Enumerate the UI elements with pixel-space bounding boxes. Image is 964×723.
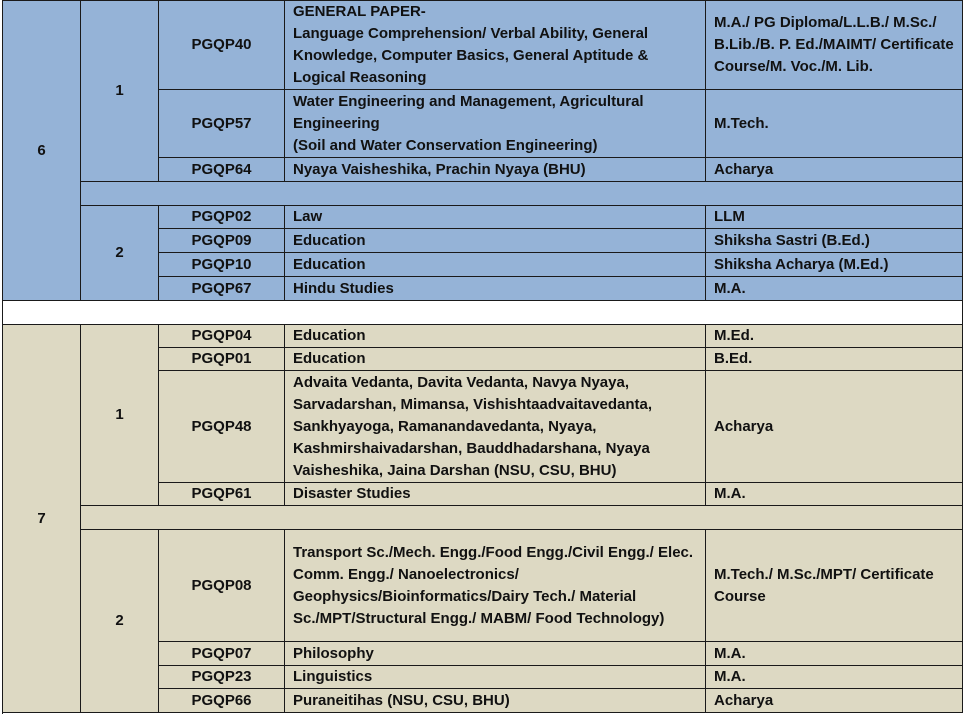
section-number: 6	[3, 1, 81, 301]
program-cell: M.A./ PG Diploma/L.L.B./ M.Sc./ B.Lib./B. P. Ed./MAIMT/ Certificate Course/M. Voc./M. Lib.	[706, 1, 963, 90]
schedule-table	[2, 0, 963, 713]
program-cell: M.A.	[706, 666, 963, 689]
program-cell: M.A.	[706, 642, 963, 666]
subject-cell: Disaster Studies	[285, 483, 706, 506]
program-cell: M.Tech.	[706, 90, 963, 158]
subject-cell: Education	[285, 229, 706, 253]
subject-cell: Education	[285, 348, 706, 371]
program-cell: M.A.	[706, 483, 963, 506]
paper-code: PGQP04	[159, 325, 285, 348]
subject-cell: Transport Sc./Mech. Engg./Food Engg./Civil Engg./ Elec. Comm. Engg./ Nanoelectronics/ Geophysics/Bioinformatics/Dairy Tech./ Material Sc./MPT/Structural Engg./ MABM/ Food Technology)	[285, 530, 706, 642]
group-divider-row	[3, 182, 963, 206]
subject-cell: Education	[285, 325, 706, 348]
group-divider-row	[3, 506, 963, 530]
paper-code: PGQP07	[159, 642, 285, 666]
group-number: 1	[81, 1, 159, 182]
table-row	[3, 206, 963, 229]
subject-cell	[285, 1, 706, 90]
table-row	[3, 530, 963, 642]
subject-cell: Philosophy	[285, 642, 706, 666]
subject-cell: Puraneitihas (NSU, CSU, BHU)	[285, 689, 706, 713]
program-cell: M.Tech./ M.Sc./MPT/ Certificate Course	[706, 530, 963, 642]
program-cell: Acharya	[706, 371, 963, 483]
subject-text: Water Engineering and Management, Agricultural Engineering (Soil and Water Conservation Engineering)	[293, 92, 644, 154]
paper-code: PGQP48	[159, 371, 285, 483]
program-cell: Acharya	[706, 158, 963, 182]
group-number: 2	[81, 206, 159, 301]
subject-cell: Nyaya Vaisheshika, Prachin Nyaya (BHU)	[285, 158, 706, 182]
program-cell: M.A.	[706, 277, 963, 301]
paper-code: PGQP23	[159, 666, 285, 689]
paper-code: PGQP01	[159, 348, 285, 371]
subject-cell: Linguistics	[285, 666, 706, 689]
paper-code: PGQP08	[159, 530, 285, 642]
paper-code: PGQP10	[159, 253, 285, 277]
program-cell: Shiksha Acharya (M.Ed.)	[706, 253, 963, 277]
paper-code: PGQP67	[159, 277, 285, 301]
program-cell: M.Ed.	[706, 325, 963, 348]
group-divider	[81, 506, 963, 530]
subject-cell: Law	[285, 206, 706, 229]
group-number: 2	[81, 530, 159, 713]
paper-code: PGQP02	[159, 206, 285, 229]
paper-code: PGQP66	[159, 689, 285, 713]
subject-cell: Advaita Vedanta, Davita Vedanta, Navya Nyaya, Sarvadarshan, Mimansa, Vishishtaadvaitavedanta, Sankhyayoga, Ramanandavedanta, Nyaya, Kashmirshaivadarshan, Bauddhadarshana, Nyaya Vaisheshika, Jaina Darshan (NSU, CSU, BHU)	[285, 371, 706, 483]
program-cell: B.Ed.	[706, 348, 963, 371]
subject-cell: Hindu Studies	[285, 277, 706, 301]
section-number: 7	[3, 325, 81, 713]
subject-cell	[285, 90, 706, 158]
subject-text: GENERAL PAPER- Language Comprehension/ Verbal Ability, General Knowledge, Computer Basics, General Aptitude & Logical Reasoning	[293, 3, 649, 86]
paper-code: PGQP61	[159, 483, 285, 506]
paper-code: PGQP57	[159, 90, 285, 158]
subject-cell: Education	[285, 253, 706, 277]
section-spacer	[3, 301, 963, 325]
paper-code: PGQP09	[159, 229, 285, 253]
program-cell: Acharya	[706, 689, 963, 713]
program-cell: Shiksha Sastri (B.Ed.)	[706, 229, 963, 253]
table-row	[3, 325, 963, 348]
group-divider	[81, 182, 963, 206]
section-spacer-row	[3, 301, 963, 325]
program-cell: LLM	[706, 206, 963, 229]
table-row	[3, 1, 963, 90]
paper-code: PGQP40	[159, 1, 285, 90]
paper-code: PGQP64	[159, 158, 285, 182]
group-number: 1	[81, 325, 159, 506]
